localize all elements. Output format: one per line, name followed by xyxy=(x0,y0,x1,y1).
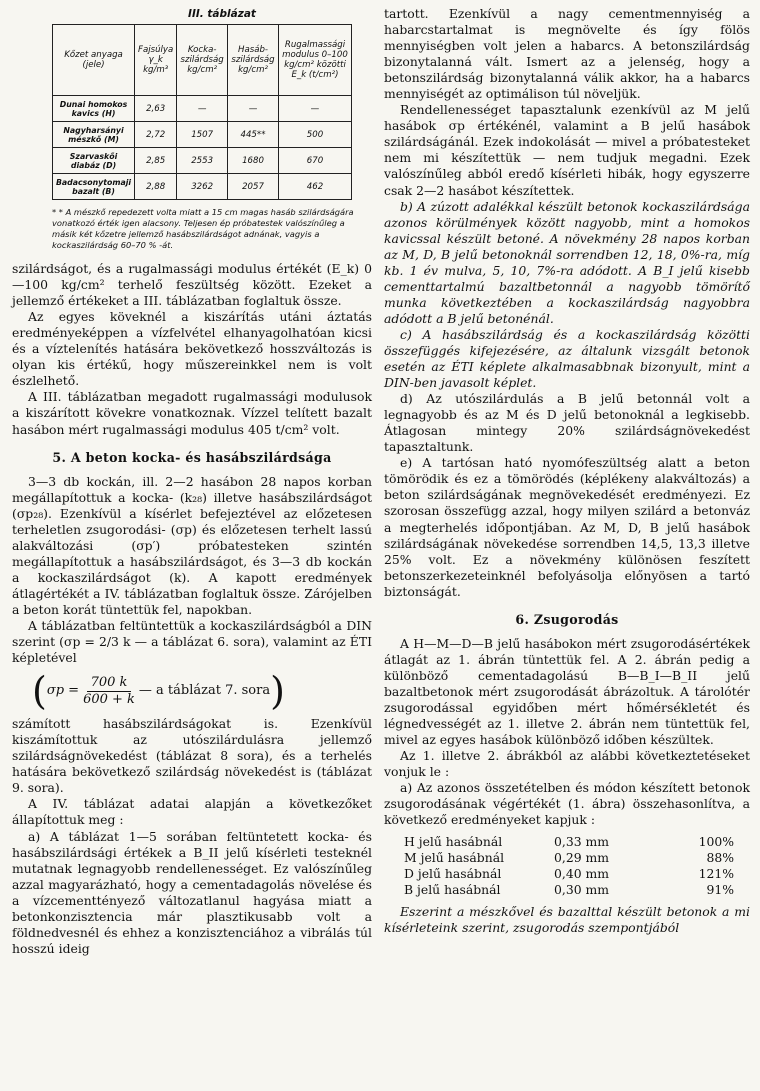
table-cell: 2553 xyxy=(177,148,228,174)
table-row xyxy=(404,882,734,898)
paragraph: e) A tartósan ható nyomófeszültség alatt a beton tömörödik és ez a tömörödés (képlékeny alakváltozás) a beton szilárdságának megnövekedését eredményezi. Ez szorosan összefügg azzal, hogy milyen szilárd a betonváz a megterhelés időpontjában. Az M, D, B jelű hasábok szilárdságának növekedése sorrendben 14,5, 13,3 illetve 25% volt. Ez a növekmény különösen feszített betonszerkezeteinknél befolyásolja előnyösen a tartó biztonságát. xyxy=(384,455,750,599)
formula-paren-open: ( xyxy=(32,669,47,714)
table-header-row xyxy=(53,25,352,96)
table-title: III. táblázat xyxy=(188,8,256,20)
row-label: Szarvaskői diabáz (D) xyxy=(53,148,135,174)
table-cell: 1507 xyxy=(177,122,228,148)
formula xyxy=(32,669,372,714)
paragraph: Rendellenességet tapasztalunk ezenkívül az M jelű hasábok σp értékénél, valamint a B jelű hasábok szilárdságánál. Ezek indokolását — mivel a próbatesteket nem mi készítettük — nem tudjuk megadni. Ezek valószínűleg abból eredő kísérleti hibák, hogy egyszerre csak 2—2 hasábot készítettek. xyxy=(384,102,750,198)
paragraph: a) A táblázat 1—5 sorában feltüntetett kocka- és hasábszilárdsági értékek a B_II jelű kísérleti testeknél mutatnak legnagyobb rendellenességet. Ez valószínűleg azzal magyarázható, hogy a cementadagolás növelése és a vízcementtényező változatlanul hagyása miatt a betonkonzisztencia már plasztikusabb volt a földnedvesnél és ehhez a konzisztenciához a vibrálás túl hosszú ideig xyxy=(12,828,372,956)
paragraph: Az egyes köveknél a kiszárítás utáni áztatás eredményeképpen a vízfelvétel elhanyagolhatóan kicsi és a víztelenítés hatására bekövetkező hosszváltozás is olyan kis értékű, hogy műszereinkkel nem is volt észlelhető. xyxy=(12,309,372,389)
table-iii xyxy=(52,24,352,200)
table-header-cell: Kocka-szilárdság kg/cm² xyxy=(177,25,228,96)
table-cell: 2,85 xyxy=(135,148,177,174)
paragraph: d) Az utószilárdulás a B jelű betonnál volt a legnagyobb és az M és D jelű betonoknál a legkisebb. Átlagosan mintegy 20% szilárdságnövekedést tapasztaltunk. xyxy=(384,391,750,455)
paragraph: A III. táblázatban megadott rugalmassági modulusok a kiszárított kövekre vonatkoznak. Vízzel telített bazalt hasábon mért rugalmassági modulus 405 t/cm² volt. xyxy=(12,389,372,437)
paragraph: b) A zúzott adalékkal készült betonok kockaszilárdsága azonos körülmények között nagyobb, mint a homokos kavicssal készült betoné. A növekmény 28 napos korban az M, D, B jelű betonoknál sorrendben 12, 18, 0%-ra, míg kb. 1 év mulva, 5, 10, 7%-ra adódott. A B_I jelű kisebb cementtartalmú bazaltbetonnál a nagyobb tömörítő munka következtében a kockaszilárdság nagyobbra adódott a B jelű betonénál. xyxy=(384,198,750,326)
table-row xyxy=(53,148,352,174)
shrinkage-table xyxy=(404,834,734,898)
formula-numerator: 700 k xyxy=(87,675,132,692)
row-label: Nagyharsányi mészkő (M) xyxy=(53,122,135,148)
table-cell: 2,63 xyxy=(135,96,177,122)
paragraph: c) A hasábszilárdság és a kockaszilárdság közötti összefüggés kifejezésére, az általunk vizsgált betonok esetén az ÉTI képlete alkalmasabbnak bizonyult, mint a DIN-ben javasolt képlet. xyxy=(384,326,750,391)
row-label: Dunai homokos kavics (H) xyxy=(53,96,135,122)
table-cell: 100% xyxy=(698,834,734,850)
table-cell: 91% xyxy=(706,882,734,898)
table-cell: 0,33 mm xyxy=(554,834,610,850)
left-column xyxy=(12,0,372,957)
row-label: Badacsonytomaji bazalt (B) xyxy=(53,174,135,200)
table-cell: M jelű hasábnál xyxy=(404,850,505,866)
table-cell: H jelű hasábnál xyxy=(404,834,503,850)
table-cell: 0,40 mm xyxy=(554,866,610,882)
table-cell: 2057 xyxy=(228,174,279,200)
table-cell: 500 xyxy=(278,122,351,148)
paragraph: a) Az azonos összetételben és módon készített betonok zsugorodásának végértékét (1. ábra) összehasonlítva, a következő eredményeket kapjuk : xyxy=(384,780,750,828)
table-cell: 121% xyxy=(698,866,734,882)
table-footnote: * * A mészkő repedezett volta miatt a 15 cm magas hasáb szilárdságára vonatkozó érték igen alacsony. Teljesen ép próbatestek valószínűleg a másik két kőzetre jellemző hasábszilárdságot adnának, vagyis a kockaszilárdság 60–70 % -át. xyxy=(52,207,354,251)
table-cell: 0,29 mm xyxy=(554,850,610,866)
paragraph: Az 1. illetve 2. ábrákból az alábbi következtetéseket vonjuk le : xyxy=(384,748,750,780)
paragraph: A táblázatban feltüntettük a kockaszilárdságból a DIN szerint (σp = 2/3 k — a táblázat 6. sora), valamint az ÉTI képletével xyxy=(12,618,372,666)
formula-denominator: 600 + k xyxy=(83,691,135,707)
table-header-cell: Fajsúlya γ_k kg/m³ xyxy=(135,25,177,96)
table-cell: 88% xyxy=(706,850,734,866)
table-row xyxy=(53,122,352,148)
formula-lhs: σp = xyxy=(46,683,80,699)
table-row xyxy=(404,834,734,850)
table-cell: 445** xyxy=(228,122,279,148)
section-heading: 5. A beton kocka- és hasábszilárdsága xyxy=(52,449,332,465)
table-row xyxy=(53,174,352,200)
table-cell: 2,88 xyxy=(135,174,177,200)
table-row xyxy=(404,866,734,882)
table-row xyxy=(53,96,352,122)
table-row xyxy=(404,850,734,866)
formula-fraction xyxy=(83,675,135,708)
table-cell: 462 xyxy=(278,174,351,200)
table-header-cell: Rugalmassági modulus 0–100 kg/cm² közötti E_k (t/cm²) xyxy=(278,25,351,96)
table-cell: 670 xyxy=(278,148,351,174)
table-cell: 0,30 mm xyxy=(554,882,610,898)
paragraph: tartott. Ezenkívül a nagy cementmennyiség a habarcstartalmat is megnövelte és így fölös mennyiségben volt jelen a habarcs. A betonszilárdság bizonytalanná vált. Ismert az a jelenség, hogy a betonszilárdság bizonytalanná válik akkor, ha a habarcs mennyiségét az optimálison túl növeljük. xyxy=(384,6,750,102)
table-cell: D jelű hasábnál xyxy=(404,866,502,882)
table-cell: B jelű hasábnál xyxy=(404,882,501,898)
table-cell: 1680 xyxy=(228,148,279,174)
paragraph: számított hasábszilárdságokat is. Ezenkívül kiszámítottuk az utószilárdulásra jellemző szilárdságnövekedést (táblázat 8 sora), és a terhelés hatására bekövetkező szilárdság növekedést is (táblázat 9. sora). xyxy=(12,716,372,796)
paragraph: Eszerint a mészkővel és bazalttal készült betonok a mi kísérleteink szerint, zsugorodás szempontjából xyxy=(384,904,750,936)
formula-rhs: — a táblázat 7. sora xyxy=(138,683,271,699)
table-cell: 2,72 xyxy=(135,122,177,148)
paragraph: A H—M—D—B jelű hasábokon mért zsugorodásértékek átlagát az 1. ábrán tüntettük fel. A 2. ábrán pedig a különböző cementadagolású B—B_I—B_II jelű bazaltbetonok mért zsugorodását ábrázoltuk. A tárolótér zsugorodással egyidőben mért hőmérsékletét és légnedvességét az 1. illetve 2. ábrán nem tüntettük fel, mivel az egyes hasábok különböző időben készültek. xyxy=(384,635,750,748)
table-header-cell: Hasáb-szilárdság kg/cm² xyxy=(228,25,279,96)
table-cell: — xyxy=(278,96,351,122)
table-cell: — xyxy=(177,96,228,122)
table-cell: 3262 xyxy=(177,174,228,200)
table-cell: — xyxy=(228,96,279,122)
formula-paren-close: ) xyxy=(270,669,285,714)
paragraph: A IV. táblázat adatai alapján a következőket állapítottuk meg : xyxy=(12,796,372,828)
section-heading: 6. Zsugorodás xyxy=(515,611,619,627)
right-column xyxy=(384,6,750,936)
paragraph: szilárdságot, és a rugalmassági modulus értékét (E_k) 0—100 kg/cm² terhelő feszültség között. Ezeket a jellemző értékeket a III. táblázatban foglaltuk össze. xyxy=(12,261,372,309)
paragraph: 3—3 db kockán, ill. 2—2 hasábon 28 napos korban megállapítottuk a kocka- (k₂₈) illetve hasábszilárdságot (σp₂₈). Ezenkívül a kísérlet befejeztével az előzetesen terheletlen zsugorodási- (σp) és előzetesen terhelt lassú alakváltozási (σp′) próbatesteken szintén megállapítottuk a hasábszilárdságot, és 3—3 db kockán a kockaszilárdságot (k). A kapott eredmények átlagértékét a IV. táblázatban foglaltuk össze. Zárójelben a beton korát tüntettük fel, napokban. xyxy=(12,473,372,617)
table-header-cell: Kőzet anyaga (jele) xyxy=(53,25,135,96)
